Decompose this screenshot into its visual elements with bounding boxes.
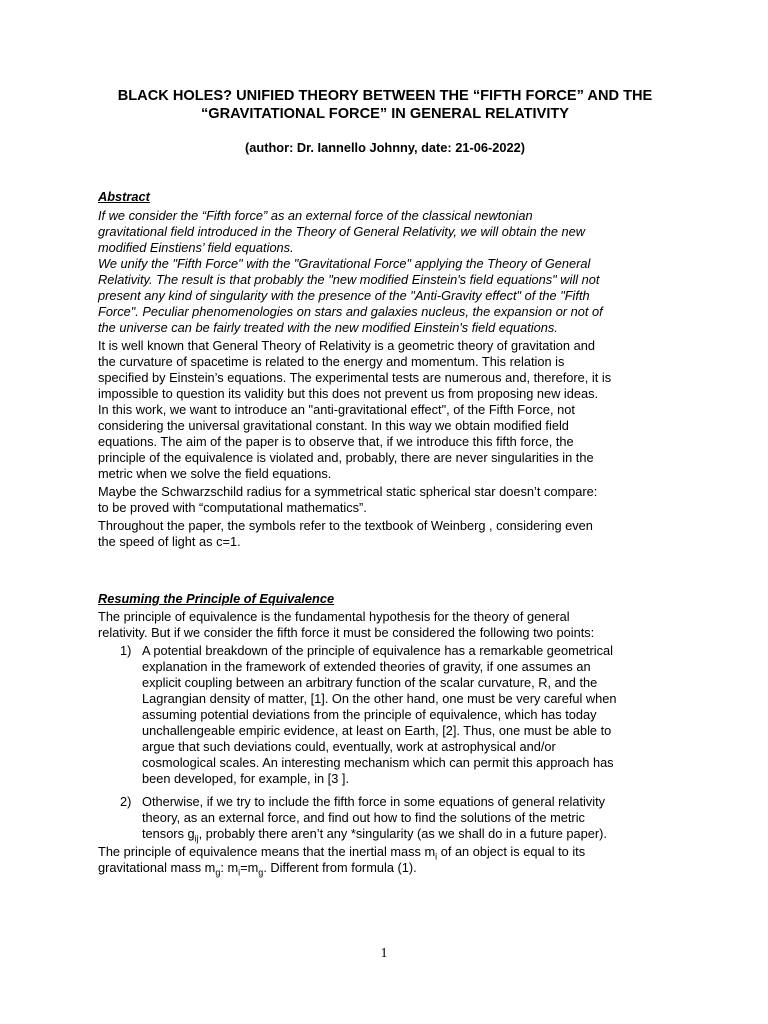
- text-run: . Different from formula (1).: [263, 860, 417, 875]
- abstract-italic-line: the universe can be fairly treated with the new modified Einstein's field equations.: [98, 320, 558, 335]
- subscript: g: [258, 867, 264, 878]
- list-item-number: 2): [120, 794, 132, 809]
- abstract-text-line: Throughout the paper, the symbols refer to the textbook of Weinberg , considering even: [98, 518, 593, 533]
- section-text-line: The principle of equivalence is the fundamental hypothesis for the theory of general: [98, 609, 570, 624]
- text-run: of an object is equal to its: [437, 844, 586, 859]
- text-run: : m: [220, 860, 239, 875]
- list-item-number: 1): [120, 643, 132, 658]
- abstract-text-line: specified by Einstein’s equations. The experimental tests are numerous and, therefore, it is: [98, 370, 612, 385]
- list-item-line: explanation in the framework of extended theories of gravity, if one assumes an: [142, 659, 591, 674]
- author-line: (author: Dr. Iannello Johnny, date: 21-06-2022): [245, 140, 525, 155]
- abstract-italic-line: modified Einstiens’ field equations.: [98, 240, 294, 255]
- subscript: g: [215, 867, 221, 878]
- abstract-text-line: It is well known that General Theory of Relativity is a geometric theory of gravitation and: [98, 338, 595, 353]
- text-run: , probably there aren’t any *singularity (as we shall do in a future paper).: [198, 826, 607, 841]
- abstract-text-line: impossible to question its validity but this does not prevent us from proposing new ideas.: [98, 386, 599, 401]
- text-run: gravitational mass m: [98, 860, 216, 875]
- abstract-text-line: the curvature of spacetime is related to the energy and momentum. This relation is: [98, 354, 565, 369]
- paper-title-line-1: BLACK HOLES? UNIFIED THEORY BETWEEN THE “FIFTH FORCE” AND THE: [117, 88, 653, 104]
- subscript: i: [435, 851, 438, 862]
- list-item-line: Otherwise, if we try to include the fifth force in some equations of general relativity: [142, 794, 606, 809]
- abstract-italic-line: Force". Peculiar phenomenologies on stars and galaxies nucleus, the expansion or not of: [98, 304, 603, 319]
- abstract-text-line: In this work, we want to introduce an "anti-gravitational effect", of the Fifth Force, not: [98, 402, 575, 417]
- paper-title-line-2: “GRAVITATIONAL FORCE” IN GENERAL RELATIVITY: [200, 106, 570, 122]
- abstract-text-line: metric when we solve the field equations.: [98, 466, 332, 481]
- section-heading: Resuming the Principle of Equivalence: [98, 591, 335, 606]
- abstract-italic-line: We unify the "Fifth Force" with the "Gravitational Force" applying the Theory of General: [98, 256, 591, 271]
- abstract-italic-line: If we consider the “Fifth force” as an external force of the classical newtonian: [98, 208, 533, 223]
- list-item-line: assuming potential deviations from the principle of equivalence, which has today: [142, 707, 597, 722]
- abstract-text-line: considering the universal gravitational constant. In this way we obtain modified field: [98, 418, 569, 433]
- list-item-line: been developed, for example, in [3 ].: [142, 771, 350, 786]
- list-item-line: unchallengeable empiric evidence, at least on Earth, [2]. Thus, one must be able to: [142, 723, 612, 738]
- subscript: ij: [194, 833, 199, 844]
- list-item-line: A potential breakdown of the principle of equivalence has a remarkable geometrical: [142, 643, 613, 658]
- abstract-text-line: the speed of light as c=1.: [98, 534, 241, 549]
- list-item-line: explicit coupling between an arbitrary function of the scalar curvature, R, and the: [142, 675, 598, 690]
- text-run: tensors g: [142, 826, 195, 841]
- abstract-text-line: equations. The aim of the paper is to observe that, if we introduce this fifth force, the: [98, 434, 574, 449]
- page-number: 1: [380, 946, 388, 961]
- section-text-line: [98, 860, 417, 876]
- list-item-line: theory, as an external force, and find out how to find the solutions of the metric: [142, 810, 585, 825]
- section-text-line: relativity. But if we consider the fifth force it must be considered the following two points:: [98, 625, 595, 640]
- list-item-line: argue that such deviations could, eventually, work at astrophysical and/or: [142, 739, 556, 754]
- subscript: i: [238, 867, 241, 878]
- abstract-italic-line: Relativity. The result is that probably the "new modified Einstein's field equations" will not: [98, 272, 600, 287]
- abstract-italic-line: present any kind of singularity with the presence of the "Anti-Gravity effect" of the "Fifth: [98, 288, 590, 303]
- abstract-text-line: to be proved with “computational mathematics”.: [98, 500, 367, 515]
- list-item-line: cosmological scales. An interesting mechanism which can permit this approach has: [142, 755, 614, 770]
- abstract-text-line: Maybe the Schwarzschild radius for a symmetrical static spherical star doesn’t compare:: [98, 484, 598, 499]
- abstract-heading: Abstract: [98, 189, 150, 204]
- text-run: =m: [240, 860, 259, 875]
- list-item-line: [142, 826, 607, 842]
- list-item-line: Lagrangian density of matter, [1]. On the other hand, one must be very careful when: [142, 691, 617, 706]
- text-run: The principle of equivalence means that the inertial mass m: [98, 844, 436, 859]
- abstract-text-line: principle of the equivalence is violated and, probably, there are never singularities in the: [98, 450, 594, 465]
- section-text-line: [98, 844, 585, 860]
- abstract-italic-line: gravitational field introduced in the Theory of General Relativity, we will obtain the new: [98, 224, 586, 239]
